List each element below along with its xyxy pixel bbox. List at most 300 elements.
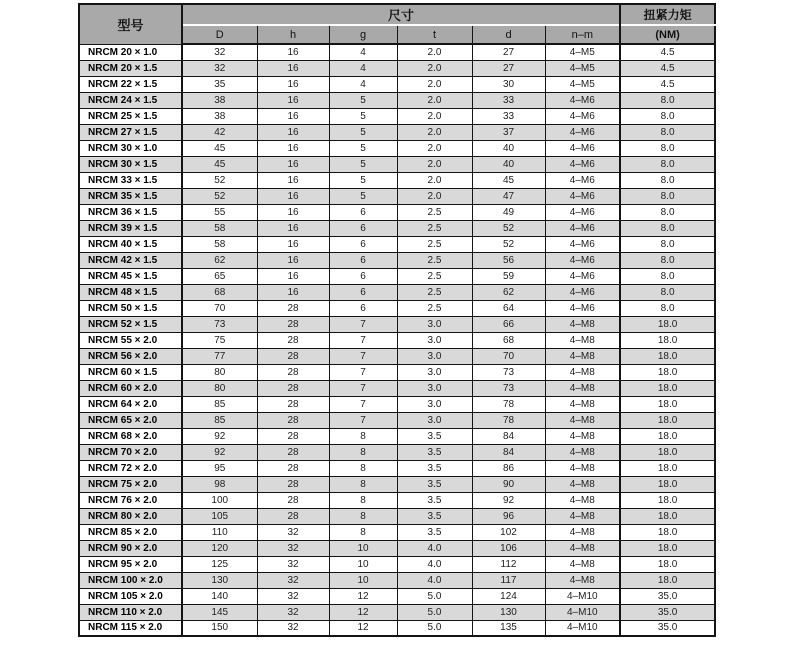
table-row — [79, 332, 715, 348]
cell-d: 73 — [472, 380, 545, 396]
table-row — [79, 476, 715, 492]
table-row — [79, 364, 715, 380]
cell-n-m: 4–M6 — [545, 140, 620, 156]
table-row — [79, 44, 715, 60]
cell-D: 52 — [182, 172, 257, 188]
cell-n-m: 4–M5 — [545, 76, 620, 92]
table-row — [79, 252, 715, 268]
cell-t: 2.5 — [397, 220, 472, 236]
cell-h: 28 — [257, 300, 329, 316]
cell-torque: 8.0 — [620, 108, 715, 124]
cell-t: 3.0 — [397, 348, 472, 364]
cell-g: 10 — [329, 572, 397, 588]
cell-D: 73 — [182, 316, 257, 332]
cell-n-m: 4–M6 — [545, 124, 620, 140]
cell-d: 112 — [472, 556, 545, 572]
cell-d: 102 — [472, 524, 545, 540]
table-row — [79, 60, 715, 76]
cell-torque: 18.0 — [620, 460, 715, 476]
cell-D: 52 — [182, 188, 257, 204]
cell-n-m: 4–M8 — [545, 396, 620, 412]
column-header-D: D — [182, 25, 257, 44]
cell-g: 4 — [329, 44, 397, 60]
model-cell: NRCM 36 × 1.5 — [79, 204, 182, 220]
cell-t: 3.0 — [397, 316, 472, 332]
cell-D: 125 — [182, 556, 257, 572]
cell-g: 7 — [329, 316, 397, 332]
cell-t: 2.0 — [397, 124, 472, 140]
cell-t: 3.5 — [397, 460, 472, 476]
cell-g: 7 — [329, 412, 397, 428]
cell-t: 2.0 — [397, 44, 472, 60]
cell-D: 70 — [182, 300, 257, 316]
table-row — [79, 188, 715, 204]
cell-h: 28 — [257, 444, 329, 460]
cell-t: 3.0 — [397, 380, 472, 396]
cell-h: 16 — [257, 172, 329, 188]
table-row — [79, 604, 715, 620]
model-cell: NRCM 100 × 2.0 — [79, 572, 182, 588]
cell-D: 92 — [182, 444, 257, 460]
cell-n-m: 4–M8 — [545, 572, 620, 588]
cell-g: 5 — [329, 172, 397, 188]
cell-D: 98 — [182, 476, 257, 492]
cell-d: 84 — [472, 444, 545, 460]
cell-d: 33 — [472, 108, 545, 124]
table-row — [79, 396, 715, 412]
cell-torque: 8.0 — [620, 204, 715, 220]
cell-h: 28 — [257, 412, 329, 428]
cell-h: 16 — [257, 204, 329, 220]
cell-h: 28 — [257, 380, 329, 396]
cell-n-m: 4–M6 — [545, 268, 620, 284]
cell-torque: 8.0 — [620, 252, 715, 268]
cell-d: 49 — [472, 204, 545, 220]
cell-h: 16 — [257, 284, 329, 300]
cell-n-m: 4–M6 — [545, 108, 620, 124]
cell-n-m: 4–M6 — [545, 188, 620, 204]
cell-d: 59 — [472, 268, 545, 284]
cell-d: 96 — [472, 508, 545, 524]
cell-h: 28 — [257, 396, 329, 412]
cell-n-m: 4–M8 — [545, 524, 620, 540]
cell-h: 16 — [257, 108, 329, 124]
model-cell: NRCM 30 × 1.0 — [79, 140, 182, 156]
cell-h: 16 — [257, 268, 329, 284]
model-cell: NRCM 39 × 1.5 — [79, 220, 182, 236]
cell-D: 38 — [182, 92, 257, 108]
cell-g: 6 — [329, 284, 397, 300]
cell-torque: 18.0 — [620, 348, 715, 364]
cell-torque: 35.0 — [620, 620, 715, 636]
table-row — [79, 300, 715, 316]
cell-t: 2.0 — [397, 188, 472, 204]
cell-g: 8 — [329, 476, 397, 492]
cell-g: 4 — [329, 76, 397, 92]
cell-torque: 18.0 — [620, 444, 715, 460]
cell-torque: 8.0 — [620, 92, 715, 108]
cell-torque: 8.0 — [620, 188, 715, 204]
model-cell: NRCM 60 × 1.5 — [79, 364, 182, 380]
cell-t: 3.0 — [397, 332, 472, 348]
cell-d: 117 — [472, 572, 545, 588]
cell-n-m: 4–M8 — [545, 492, 620, 508]
cell-d: 130 — [472, 604, 545, 620]
cell-h: 16 — [257, 76, 329, 92]
model-cell: NRCM 48 × 1.5 — [79, 284, 182, 300]
cell-g: 12 — [329, 620, 397, 636]
cell-n-m: 4–M6 — [545, 172, 620, 188]
cell-d: 73 — [472, 364, 545, 380]
cell-t: 3.5 — [397, 492, 472, 508]
cell-t: 5.0 — [397, 620, 472, 636]
cell-D: 35 — [182, 76, 257, 92]
model-cell: NRCM 55 × 2.0 — [79, 332, 182, 348]
cell-torque: 35.0 — [620, 604, 715, 620]
cell-t: 3.5 — [397, 476, 472, 492]
cell-t: 2.0 — [397, 76, 472, 92]
cell-t: 3.5 — [397, 444, 472, 460]
cell-D: 62 — [182, 252, 257, 268]
cell-n-m: 4–M8 — [545, 508, 620, 524]
spec-table — [78, 3, 716, 637]
table-row — [79, 444, 715, 460]
cell-n-m: 4–M8 — [545, 444, 620, 460]
cell-t: 4.0 — [397, 540, 472, 556]
cell-g: 5 — [329, 140, 397, 156]
table-row — [79, 156, 715, 172]
cell-h: 16 — [257, 236, 329, 252]
cell-h: 32 — [257, 572, 329, 588]
table-row — [79, 124, 715, 140]
table-row — [79, 492, 715, 508]
cell-D: 140 — [182, 588, 257, 604]
cell-h: 16 — [257, 92, 329, 108]
cell-g: 10 — [329, 556, 397, 572]
cell-t: 2.5 — [397, 252, 472, 268]
model-cell: NRCM 90 × 2.0 — [79, 540, 182, 556]
model-cell: NRCM 80 × 2.0 — [79, 508, 182, 524]
model-cell: NRCM 52 × 1.5 — [79, 316, 182, 332]
cell-D: 92 — [182, 428, 257, 444]
cell-D: 38 — [182, 108, 257, 124]
cell-D: 58 — [182, 220, 257, 236]
table-row — [79, 76, 715, 92]
cell-t: 2.5 — [397, 236, 472, 252]
cell-g: 8 — [329, 460, 397, 476]
cell-h: 32 — [257, 588, 329, 604]
cell-g: 4 — [329, 60, 397, 76]
cell-t: 3.0 — [397, 364, 472, 380]
cell-n-m: 4–M6 — [545, 204, 620, 220]
cell-g: 7 — [329, 396, 397, 412]
cell-t: 2.0 — [397, 172, 472, 188]
cell-t: 2.0 — [397, 156, 472, 172]
cell-d: 64 — [472, 300, 545, 316]
table-row — [79, 236, 715, 252]
cell-t: 3.5 — [397, 428, 472, 444]
cell-h: 28 — [257, 492, 329, 508]
table-row — [79, 172, 715, 188]
table-row — [79, 268, 715, 284]
table-row — [79, 460, 715, 476]
cell-D: 58 — [182, 236, 257, 252]
cell-g: 6 — [329, 300, 397, 316]
cell-torque: 8.0 — [620, 156, 715, 172]
model-cell: NRCM 110 × 2.0 — [79, 604, 182, 620]
cell-g: 7 — [329, 364, 397, 380]
cell-d: 30 — [472, 76, 545, 92]
column-header-d: d — [472, 25, 545, 44]
cell-g: 6 — [329, 268, 397, 284]
cell-g: 10 — [329, 540, 397, 556]
cell-torque: 18.0 — [620, 364, 715, 380]
model-cell: NRCM 45 × 1.5 — [79, 268, 182, 284]
column-header-n-m: n–m — [545, 25, 620, 44]
cell-D: 65 — [182, 268, 257, 284]
table-row — [79, 284, 715, 300]
cell-h: 28 — [257, 332, 329, 348]
cell-t: 4.0 — [397, 556, 472, 572]
cell-torque: 18.0 — [620, 316, 715, 332]
cell-n-m: 4–M6 — [545, 252, 620, 268]
cell-h: 16 — [257, 188, 329, 204]
cell-h: 28 — [257, 508, 329, 524]
cell-torque: 18.0 — [620, 524, 715, 540]
cell-d: 45 — [472, 172, 545, 188]
cell-D: 32 — [182, 44, 257, 60]
cell-t: 2.0 — [397, 140, 472, 156]
cell-torque: 8.0 — [620, 236, 715, 252]
cell-torque: 18.0 — [620, 380, 715, 396]
cell-n-m: 4–M8 — [545, 460, 620, 476]
cell-n-m: 4–M8 — [545, 364, 620, 380]
model-cell: NRCM 95 × 2.0 — [79, 556, 182, 572]
table-row — [79, 220, 715, 236]
cell-D: 120 — [182, 540, 257, 556]
model-cell: NRCM 35 × 1.5 — [79, 188, 182, 204]
cell-h: 28 — [257, 428, 329, 444]
cell-torque: 18.0 — [620, 556, 715, 572]
cell-torque: 35.0 — [620, 588, 715, 604]
cell-t: 5.0 — [397, 604, 472, 620]
cell-h: 16 — [257, 124, 329, 140]
cell-h: 16 — [257, 60, 329, 76]
cell-torque: 18.0 — [620, 508, 715, 524]
cell-d: 90 — [472, 476, 545, 492]
cell-g: 7 — [329, 332, 397, 348]
cell-t: 2.0 — [397, 60, 472, 76]
cell-g: 5 — [329, 108, 397, 124]
cell-torque: 18.0 — [620, 476, 715, 492]
table-row — [79, 508, 715, 524]
cell-h: 28 — [257, 364, 329, 380]
cell-torque: 18.0 — [620, 412, 715, 428]
cell-g: 5 — [329, 92, 397, 108]
cell-D: 45 — [182, 156, 257, 172]
cell-n-m: 4–M6 — [545, 300, 620, 316]
cell-d: 124 — [472, 588, 545, 604]
cell-n-m: 4–M8 — [545, 428, 620, 444]
cell-g: 8 — [329, 492, 397, 508]
cell-g: 7 — [329, 380, 397, 396]
cell-n-m: 4–M5 — [545, 44, 620, 60]
model-cell: NRCM 22 × 1.5 — [79, 76, 182, 92]
cell-torque: 8.0 — [620, 284, 715, 300]
cell-D: 55 — [182, 204, 257, 220]
cell-d: 84 — [472, 428, 545, 444]
model-cell: NRCM 20 × 1.5 — [79, 60, 182, 76]
table-row — [79, 92, 715, 108]
cell-D: 80 — [182, 364, 257, 380]
cell-d: 92 — [472, 492, 545, 508]
cell-h: 32 — [257, 620, 329, 636]
cell-n-m: 4–M8 — [545, 332, 620, 348]
cell-n-m: 4–M6 — [545, 284, 620, 300]
cell-d: 52 — [472, 220, 545, 236]
cell-g: 12 — [329, 588, 397, 604]
cell-torque: 8.0 — [620, 140, 715, 156]
cell-h: 28 — [257, 348, 329, 364]
model-cell: NRCM 60 × 2.0 — [79, 380, 182, 396]
header-row-group — [79, 4, 715, 25]
cell-n-m: 4–M6 — [545, 92, 620, 108]
cell-t: 2.0 — [397, 92, 472, 108]
cell-t: 5.0 — [397, 588, 472, 604]
cell-g: 5 — [329, 156, 397, 172]
cell-h: 28 — [257, 316, 329, 332]
cell-g: 8 — [329, 444, 397, 460]
cell-n-m: 4–M6 — [545, 220, 620, 236]
model-cell: NRCM 105 × 2.0 — [79, 588, 182, 604]
cell-t: 3.0 — [397, 396, 472, 412]
cell-g: 8 — [329, 508, 397, 524]
cell-t: 3.0 — [397, 412, 472, 428]
table-row — [79, 316, 715, 332]
cell-D: 85 — [182, 412, 257, 428]
cell-d: 106 — [472, 540, 545, 556]
table-row — [79, 108, 715, 124]
cell-g: 12 — [329, 604, 397, 620]
model-cell: NRCM 115 × 2.0 — [79, 620, 182, 636]
table-header — [79, 4, 715, 44]
cell-d: 62 — [472, 284, 545, 300]
cell-torque: 18.0 — [620, 428, 715, 444]
cell-h: 32 — [257, 540, 329, 556]
model-column-header: 型号 — [79, 4, 182, 44]
model-cell: NRCM 33 × 1.5 — [79, 172, 182, 188]
cell-D: 85 — [182, 396, 257, 412]
cell-d: 135 — [472, 620, 545, 636]
cell-g: 8 — [329, 428, 397, 444]
cell-d: 40 — [472, 156, 545, 172]
spec-table-body — [79, 44, 715, 636]
table-row — [79, 588, 715, 604]
model-cell: NRCM 72 × 2.0 — [79, 460, 182, 476]
column-header-g: g — [329, 25, 397, 44]
torque-column-header: 扭紧力矩 — [620, 4, 715, 25]
cell-D: 42 — [182, 124, 257, 140]
cell-n-m: 4–M6 — [545, 156, 620, 172]
model-cell: NRCM 68 × 2.0 — [79, 428, 182, 444]
table-row — [79, 572, 715, 588]
cell-D: 150 — [182, 620, 257, 636]
cell-torque: 18.0 — [620, 572, 715, 588]
model-cell: NRCM 30 × 1.5 — [79, 156, 182, 172]
cell-torque: 8.0 — [620, 172, 715, 188]
cell-torque: 18.0 — [620, 540, 715, 556]
model-cell: NRCM 64 × 2.0 — [79, 396, 182, 412]
table-row — [79, 524, 715, 540]
cell-h: 16 — [257, 140, 329, 156]
cell-n-m: 4–M8 — [545, 380, 620, 396]
cell-d: 27 — [472, 44, 545, 60]
cell-d: 56 — [472, 252, 545, 268]
cell-torque: 4.5 — [620, 60, 715, 76]
cell-d: 27 — [472, 60, 545, 76]
model-cell: NRCM 50 × 1.5 — [79, 300, 182, 316]
cell-h: 16 — [257, 252, 329, 268]
column-header-t: t — [397, 25, 472, 44]
cell-t: 3.5 — [397, 508, 472, 524]
model-cell: NRCM 76 × 2.0 — [79, 492, 182, 508]
cell-d: 70 — [472, 348, 545, 364]
cell-n-m: 4–M8 — [545, 476, 620, 492]
cell-d: 40 — [472, 140, 545, 156]
cell-g: 5 — [329, 188, 397, 204]
cell-torque: 8.0 — [620, 268, 715, 284]
table-row — [79, 428, 715, 444]
table-row — [79, 380, 715, 396]
model-cell: NRCM 85 × 2.0 — [79, 524, 182, 540]
cell-h: 32 — [257, 556, 329, 572]
cell-torque: 8.0 — [620, 220, 715, 236]
cell-d: 52 — [472, 236, 545, 252]
cell-torque: 18.0 — [620, 332, 715, 348]
table-row — [79, 140, 715, 156]
cell-g: 8 — [329, 524, 397, 540]
torque-unit-header: (NM) — [620, 25, 715, 44]
cell-g: 5 — [329, 124, 397, 140]
table-row — [79, 204, 715, 220]
table-row — [79, 620, 715, 636]
table-row — [79, 348, 715, 364]
size-group-header: 尺寸 — [182, 4, 620, 25]
cell-torque: 18.0 — [620, 492, 715, 508]
table-row — [79, 540, 715, 556]
cell-D: 110 — [182, 524, 257, 540]
cell-d: 33 — [472, 92, 545, 108]
cell-h: 32 — [257, 604, 329, 620]
model-cell: NRCM 20 × 1.0 — [79, 44, 182, 60]
cell-d: 78 — [472, 412, 545, 428]
cell-g: 6 — [329, 252, 397, 268]
cell-t: 3.5 — [397, 524, 472, 540]
cell-h: 16 — [257, 44, 329, 60]
cell-h: 28 — [257, 460, 329, 476]
cell-g: 6 — [329, 204, 397, 220]
cell-d: 78 — [472, 396, 545, 412]
cell-n-m: 4–M10 — [545, 620, 620, 636]
cell-D: 80 — [182, 380, 257, 396]
cell-torque: 4.5 — [620, 76, 715, 92]
cell-D: 77 — [182, 348, 257, 364]
cell-n-m: 4–M8 — [545, 556, 620, 572]
cell-D: 95 — [182, 460, 257, 476]
cell-D: 130 — [182, 572, 257, 588]
cell-h: 16 — [257, 156, 329, 172]
column-header-h: h — [257, 25, 329, 44]
